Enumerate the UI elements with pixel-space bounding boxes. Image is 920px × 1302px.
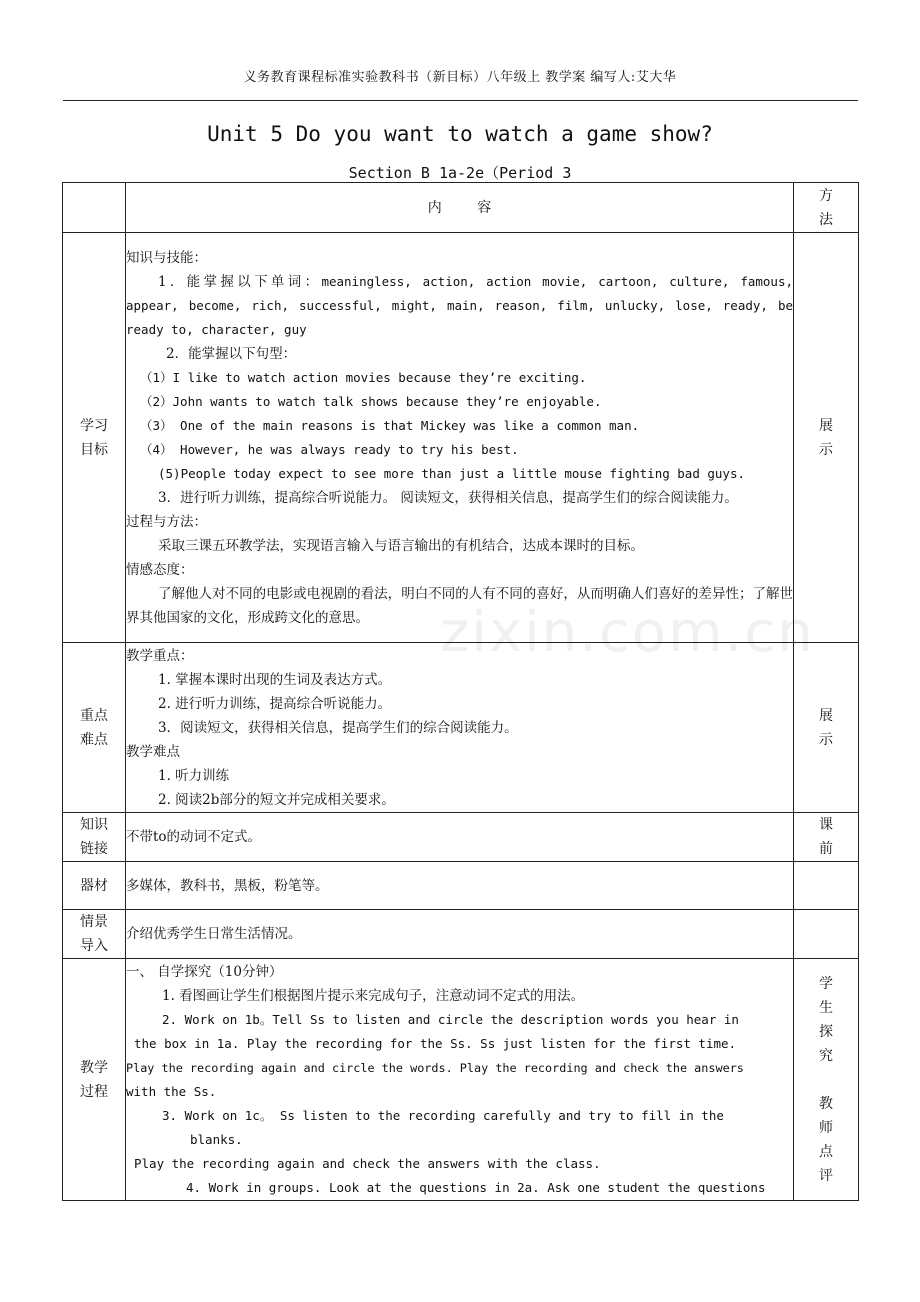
header-label-cell — [63, 183, 126, 233]
key-points-row — [63, 643, 859, 813]
goal-item-2: 2．能掌握以下句型： — [166, 345, 297, 362]
materials-label: 器材 — [63, 862, 126, 910]
attitude-title: 情感态度： — [126, 561, 194, 578]
focus-item-1: 1. 掌握本课时出现的生词及表达方式。 — [158, 671, 392, 688]
materials-row — [63, 862, 859, 910]
process-section-title: 一、 自学探究（10分钟） — [126, 963, 283, 980]
process-step-3c: Play the recording again and check the answers with the class. — [134, 1155, 601, 1171]
knowledge-link-method: 课 前 — [794, 813, 859, 862]
header-rule — [63, 100, 858, 101]
intro-label: 情景 导入 — [63, 910, 126, 959]
process-step-3b: blanks. — [190, 1131, 243, 1147]
sentence-3: （3） One of the main reasons is that Mickey was like a common man. — [140, 417, 640, 433]
intro-row — [63, 910, 859, 959]
difficulty-item-2: 2. 阅读2b部分的短文并完成相关要求。 — [158, 791, 395, 808]
goals-row — [63, 233, 859, 643]
intro-content: 介绍优秀学生日常生活情况。 — [126, 910, 794, 959]
page-subtitle: Section B 1a-2e（Period 3 — [348, 164, 572, 182]
intro-method — [794, 910, 859, 959]
process-text: 采取三课五环教学法，实现语言输入与语言输出的有机结合，达成本课时的目标。 — [158, 537, 644, 554]
key-points-content — [126, 643, 794, 813]
key-points-method: 展 示 — [794, 643, 859, 813]
process-step-2d: with the Ss. — [126, 1083, 217, 1099]
process-step-3a: 3. Work on 1c。 Ss listen to the recording carefully and try to fill in the — [162, 1107, 724, 1123]
process-method-bottom: 教 师 点 评 — [819, 1095, 833, 1184]
process-method-top: 学 生 探 究 — [819, 975, 833, 1064]
materials-method — [794, 862, 859, 910]
table-header-row — [63, 183, 859, 233]
process-step-2c: Play the recording again and circle the words. Play the recording and check the answers — [126, 1060, 744, 1075]
lesson-plan-table — [62, 182, 859, 1201]
process-row — [63, 959, 859, 1201]
knowledge-link-content: 不带to的动词不定式。 — [126, 813, 794, 862]
process-step-1: 1. 看图画让学生们根据图片提示来完成句子，注意动词不定式的用法。 — [162, 987, 585, 1004]
process-step-4: 4. Work in groups. Look at the questions in 2a. Ask one student the questions — [186, 1179, 766, 1195]
process-label: 教学 过程 — [63, 959, 126, 1201]
process-content — [126, 959, 794, 1201]
difficulty-item-1: 1. 听力训练 — [158, 767, 230, 784]
sentence-2: （2）John wants to watch talk shows because they’re enjoyable. — [140, 393, 602, 409]
process-step-2b: the box in 1a. Play the recording for the Ss. Ss just listen for the first time. — [134, 1035, 737, 1051]
goals-method: 展 示 — [794, 233, 859, 643]
materials-content: 多媒体，教科书，黑板，粉笔等。 — [126, 862, 794, 910]
focus-title: 教学重点： — [126, 647, 194, 664]
sentence-1: （1）I like to watch action movies because they’re exciting. — [140, 369, 587, 385]
sentence-5: (5)People today expect to see more than just a little mouse fighting bad guys. — [158, 465, 745, 481]
watermark-text: zixin.com.cn — [440, 600, 815, 665]
page-title: Unit 5 Do you want to watch a game show? — [207, 122, 713, 146]
process-title: 过程与方法： — [126, 513, 207, 530]
process-method — [794, 959, 859, 1201]
sentence-4: （4） However, he was always ready to try his best. — [140, 441, 519, 457]
focus-item-2: 2. 进行听力训练，提高综合听说能力。 — [158, 695, 392, 712]
knowledge-link-row — [63, 813, 859, 862]
attitude-text: 了解他人对不同的电影或电视剧的看法，明白不同的人有不同的喜好，从而明确人们喜好的差异性；了解世界其他国家的文化，形成跨文化的意思。 — [126, 585, 793, 626]
method-header: 方 法 — [794, 183, 859, 233]
goal-item-3: 3．进行听力训练，提高综合听说能力。 阅读短文，获得相关信息，提高学生们的综合阅读能力。 — [158, 489, 738, 506]
knowledge-title: 知识与技能： — [126, 249, 207, 266]
focus-item-3: 3．阅读短文，获得相关信息，提高学生们的综合阅读能力。 — [158, 719, 518, 736]
goals-label: 学习 目标 — [63, 233, 126, 643]
goal-item-1: 1．能掌握以下单词：meaningless, action, action movie, cartoon, culture, famous, appear, become, rich, successful, might, main, reason, film, unlucky, lose, ready, be ready to, character, guy — [126, 273, 794, 337]
knowledge-link-label: 知识 链接 — [63, 813, 126, 862]
page-header: 义务教育课程标准实验教科书（新目标）八年级上 教学案 编写人:艾大华 — [243, 70, 677, 85]
difficulty-title: 教学难点 — [126, 743, 180, 760]
key-points-label: 重点 难点 — [63, 643, 126, 813]
goals-content — [126, 233, 794, 643]
process-step-2a: 2. Work on 1b。Tell Ss to listen and circle the description words you hear in — [162, 1011, 739, 1027]
content-header: 内 容 — [126, 183, 794, 233]
